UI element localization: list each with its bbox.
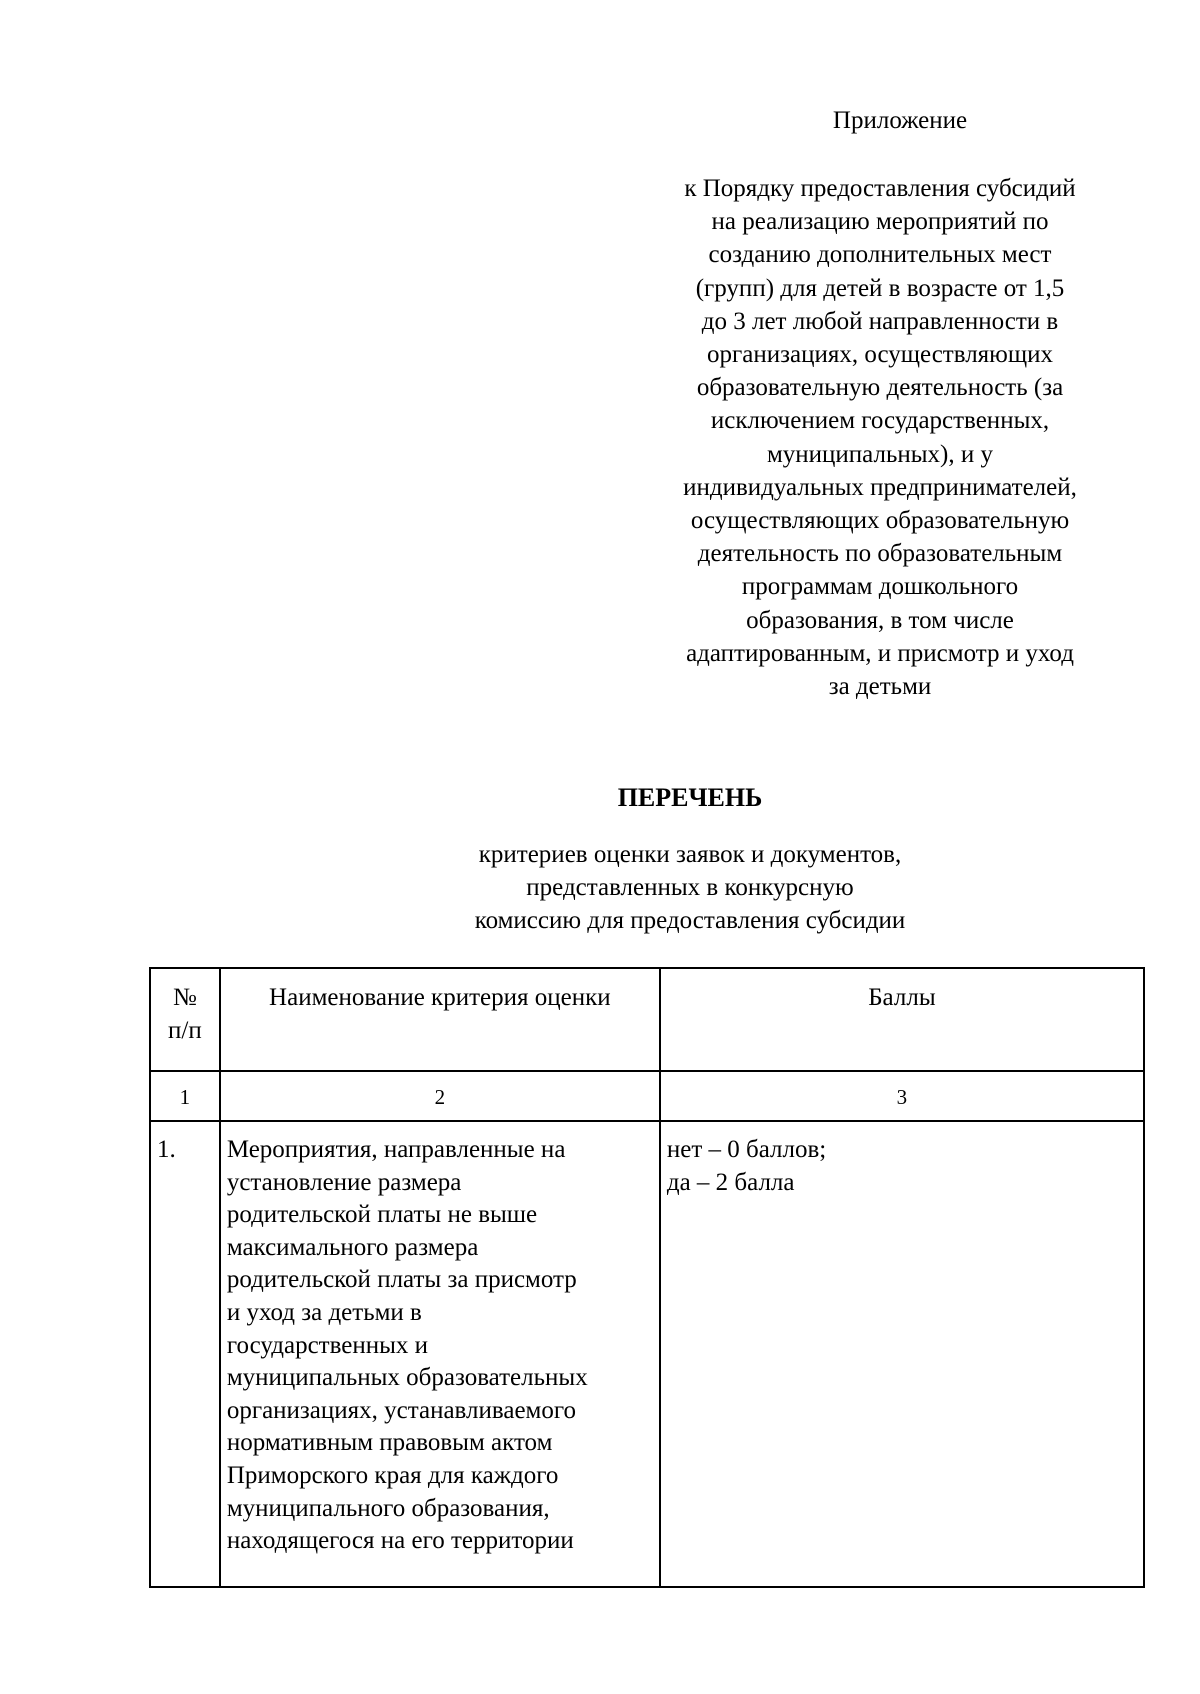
criterion-line: государственных и: [226, 1331, 429, 1359]
criterion-line: Приморского края для каждого: [226, 1461, 559, 1489]
appendix-line: (групп) для детей в возрасте от 1,5: [695, 274, 1065, 302]
criterion-line: родительской платы не выше: [226, 1201, 538, 1229]
appendix-line: организациях, осуществляющих: [707, 341, 1053, 369]
appendix-title: Приложение: [832, 107, 968, 134]
appendix-line: деятельность по образовательным: [697, 540, 1063, 568]
index-cell-1: 1: [150, 1071, 220, 1121]
criteria-table: [149, 967, 1145, 1588]
table-row: [150, 1121, 1144, 1587]
criterion-line: Мероприятия, направленные на: [226, 1136, 566, 1163]
header-criterion-cell: Наименование критерия оценки: [220, 968, 660, 1071]
criterion-line: установление размера: [226, 1168, 462, 1196]
criterion-line: максимального размера: [226, 1233, 479, 1261]
subtitle-line: представленных в конкурсную: [526, 874, 854, 901]
criterion-line: находящегося на его территории: [226, 1527, 574, 1555]
row-score-cell: [660, 1121, 1144, 1587]
subtitle-line: комиссию для предоставления субсидии: [474, 907, 906, 934]
appendix-line: муниципальных), и у: [766, 440, 994, 468]
header-score-cell: Баллы: [660, 968, 1144, 1071]
table-header-row: [150, 968, 1144, 1071]
header-number-abbrev: п/п: [168, 1016, 202, 1044]
index-cell-3: 3: [660, 1071, 1144, 1121]
index-cell-2: 2: [220, 1071, 660, 1121]
row-number-cell: 1.: [150, 1121, 220, 1587]
score-line: да – 2 балла: [666, 1168, 795, 1196]
criterion-line: муниципальных образовательных: [226, 1364, 588, 1392]
appendix-line: созданию дополнительных мест: [708, 241, 1052, 269]
appendix-line: индивидуальных предпринимателей,: [683, 473, 1077, 501]
appendix-line: образования, в том числе: [746, 606, 1014, 634]
appendix-text: [640, 172, 1120, 703]
score-line: нет – 0 баллов;: [666, 1136, 827, 1163]
appendix-line: за детьми: [828, 673, 932, 701]
document-title: ПЕРЕЧЕНЬ: [617, 783, 763, 812]
subtitle-line: критериев оценки заявок и документов,: [478, 841, 902, 868]
criterion-line: организациях, устанавливаемого: [226, 1396, 576, 1424]
table-index-row: [150, 1071, 1144, 1121]
appendix-line: исключением государственных,: [710, 407, 1050, 435]
criterion-line: нормативным правовым актом: [226, 1429, 553, 1457]
document-subtitle: [420, 838, 960, 937]
header-number-sign: №: [172, 984, 197, 1011]
appendix-line: на реализацию мероприятий по: [711, 208, 1049, 236]
criterion-line: и уход за детьми в: [226, 1298, 422, 1326]
appendix-line: программам дошкольного: [741, 573, 1019, 601]
appendix-line: осуществляющих образовательную: [690, 507, 1070, 535]
appendix-line: к Порядку предоставления субсидий: [684, 175, 1076, 202]
appendix-line: образовательную деятельность (за: [696, 374, 1064, 402]
appendix-line: до 3 лет любой направленности в: [701, 307, 1059, 335]
criterion-line: муниципального образования,: [226, 1494, 550, 1522]
row-criterion-cell: [220, 1121, 660, 1587]
criterion-line: родительской платы за присмотр: [226, 1266, 577, 1294]
header-number-cell: [150, 968, 220, 1071]
appendix-line: адаптированным, и присмотр и уход: [686, 639, 1074, 667]
